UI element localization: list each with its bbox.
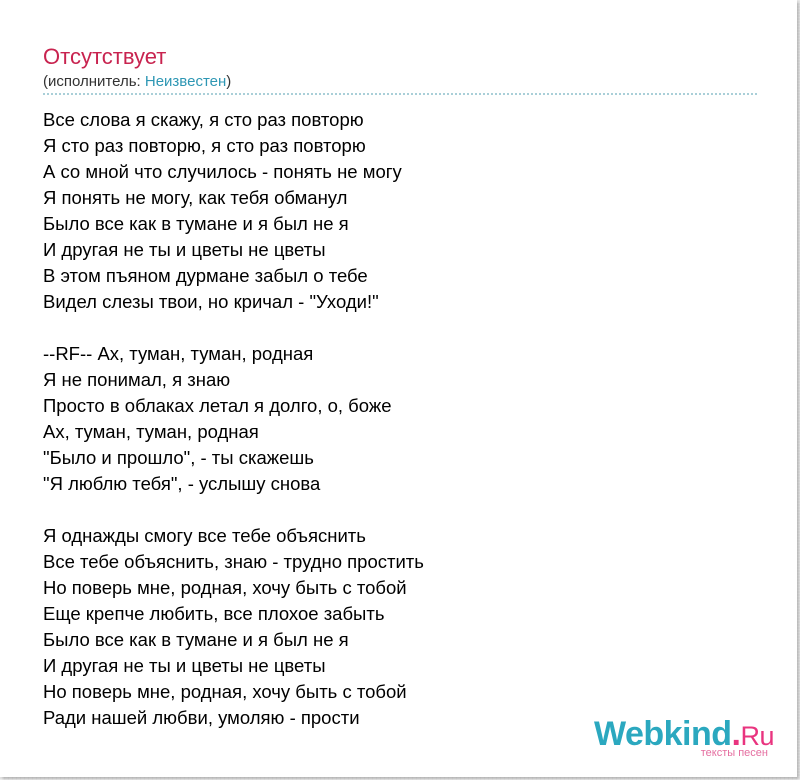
lyric-line: Видел слезы твои, но кричал - "Уходи!" <box>43 291 379 312</box>
logo-tagline: тексты песен <box>700 747 768 759</box>
lyric-line: Все слова я скажу, я сто раз повторю <box>43 109 364 130</box>
lyric-line: Все тебе объяснить, знаю - трудно простить <box>43 551 424 572</box>
lyric-line: Но поверь мне, родная, хочу быть с тобой <box>43 577 407 598</box>
lyric-line: Ради нашей любви, умоляю - прости <box>43 707 360 728</box>
lyric-line: Еще крепче любить, все плохое забыть <box>43 603 385 624</box>
lyric-line: А со мной что случилось - понять не могу <box>43 161 402 182</box>
logo-dot: . <box>731 715 741 753</box>
lyric-line: Но поверь мне, родная, хочу быть с тобой <box>43 681 407 702</box>
lyric-line: Я сто раз повторю, я сто раз повторю <box>43 135 366 156</box>
webkind-logo[interactable] <box>574 714 774 764</box>
lyric-line: И другая не ты и цветы не цветы <box>43 239 326 260</box>
lyric-line: --RF-- Ах, туман, туман, родная <box>43 343 314 364</box>
lyric-line: Просто в облаках летал я долго, о, боже <box>43 395 392 416</box>
lyric-line: И другая не ты и цветы не цветы <box>43 655 326 676</box>
logo-word: Webkind <box>593 715 732 753</box>
stanza-verse-2 <box>43 523 743 731</box>
lyrics-text <box>43 107 743 757</box>
lyric-line: "Я люблю тебя", - услышу снова <box>43 473 321 494</box>
lyric-line: Я однажды смогу все тебе объяснить <box>43 525 366 546</box>
artist-link[interactable]: Неизвестен <box>144 73 227 90</box>
artist-suffix: ) <box>226 73 232 90</box>
artist-line <box>43 73 231 91</box>
lyric-line: Я понять не могу, как тебя обманул <box>43 187 348 208</box>
lyric-line: Было все как в тумане и я был не я <box>43 213 349 234</box>
lyric-line: Ах, туман, туман, родная <box>43 421 259 442</box>
stanza-verse-1 <box>43 107 743 315</box>
dotted-divider <box>43 93 757 95</box>
logo-tld: Ru <box>740 721 774 751</box>
song-title: Отсутствует <box>43 44 167 69</box>
lyric-line: Я не понимал, я знаю <box>43 369 231 390</box>
lyric-line: В этом пъяном дурмане забыл о тебе <box>43 265 368 286</box>
lyric-line: Было все как в тумане и я был не я <box>43 629 349 650</box>
artist-prefix: (исполнитель: <box>43 73 145 90</box>
lyric-line: "Было и прошло", - ты скажешь <box>43 447 314 468</box>
stanza-chorus <box>43 341 743 497</box>
